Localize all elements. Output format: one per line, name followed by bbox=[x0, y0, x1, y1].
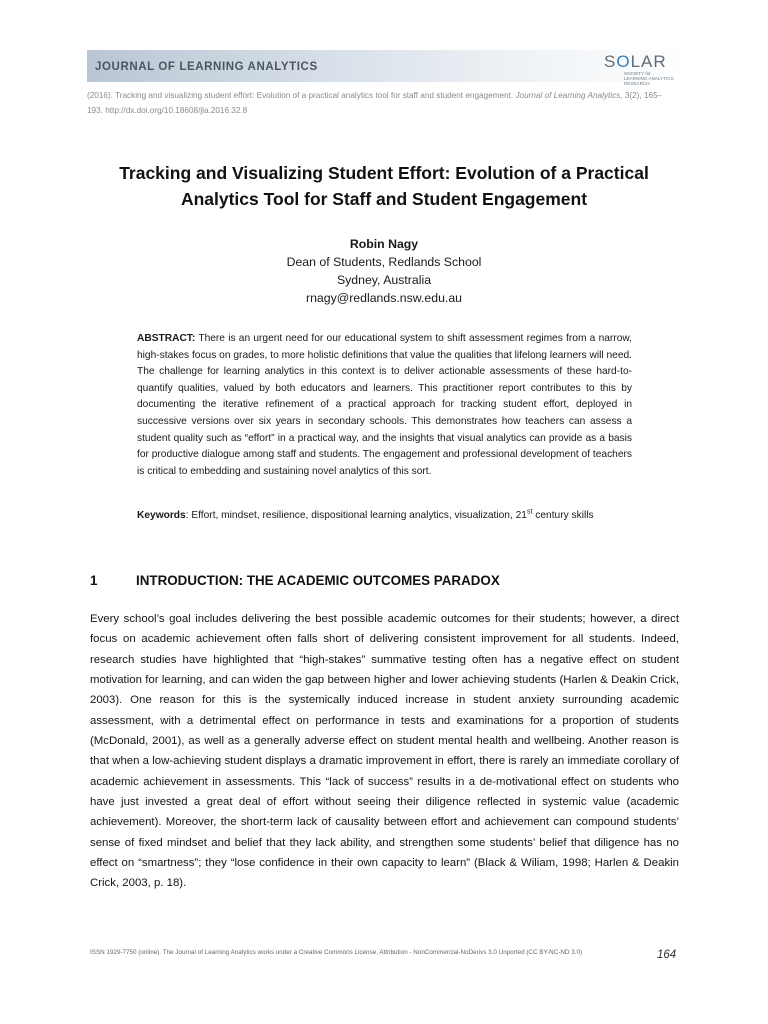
footer-license: ISSN 1929-7750 (online). The Journal of Learning Analytics works under a Creative Commons License, Attribution - NonCommercial-NoDerivs 3.0 Unported (CC BY-NC-ND 3.0) bbox=[90, 949, 583, 956]
citation bbox=[87, 88, 667, 118]
solar-logo-subtitle: SOCIETY for LEARNING ANALYTICS RESEARCH bbox=[624, 71, 674, 86]
keywords-label: Keywords bbox=[137, 510, 186, 521]
author-affiliation: Dean of Students, Redlands School bbox=[286, 255, 482, 269]
section-number: 1 bbox=[90, 573, 98, 588]
citation-lead: (2016). Tracking and visualizing student effort: Evolution of a practical analytics tool for staff and student engagement. bbox=[87, 91, 516, 100]
keywords-text: : Effort, mindset, resilience, dispositional learning analytics, visualization, 21 bbox=[185, 510, 527, 521]
page-number: 164 bbox=[657, 949, 677, 961]
keywords-superscript: st bbox=[526, 508, 533, 516]
citation-journal: Journal of Learning Analytics bbox=[515, 91, 621, 100]
author-name: Robin Nagy bbox=[349, 237, 419, 251]
journal-title: JOURNAL OF LEARNING ANALYTICS bbox=[95, 61, 318, 73]
keywords bbox=[137, 508, 632, 525]
section-body-paragraph: Every school’s goal includes delivering the best possible academic outcomes for their students; however, a direct focus on academic achievement often falls short of delivering consistent improvement for all students. Indeed, research studies have highlighted that “high-stakes” summative testing often has a negative effect on student motivation for learning, and can widen the gap between higher and lower achieving students (Harlen & Deakin Crick, 2003). One reason for this is the systemically induced increase in student anxiety surrounding academic assessment, with a detrimental effect on performance in tests and examinations for a proportion of students (McDonald, 2001), as well as a generally adverse effect on student mental health and wellbeing. Another reason is that when a low-achieving student displays a dramatic improvement in effort, there is rarely an immediate corollary of academic achievement in assessments. This “lack of success” results in a de-motivational effect on students who have just invested a great deal of effort without seeing their diligence reflected in systemic value (academic achievement). Moreover, the short-term lack of causality between effort and achievement can compound students’ sense of fixed mindset and belief that they lack ability, and strengthen some students’ belief that diligence has no effect on “smartness”; they “lose confidence in their own capacity to learn” (Black & Wiliam, 1998; Harlen & Deakin Crick, 2003, p. 18). bbox=[90, 613, 679, 890]
citation-tail: , 3(2), 165–193. http://dx.doi.org/10.18608/jla.2016.32.8 bbox=[87, 91, 663, 115]
abstract-label: ABSTRACT: bbox=[137, 333, 196, 344]
solar-logo-wordmark bbox=[604, 52, 667, 72]
solar-logo bbox=[604, 52, 674, 88]
keywords-tail: century skills bbox=[532, 510, 594, 521]
author-location: Sydney, Australia bbox=[336, 273, 432, 287]
abstract-text: There is an urgent need for our educational system to shift assessment regimes from a narrow, high-stakes focus on grades, to more holistic definitions that value the qualities that lifelong learners will need. The challenge for learning analytics in this context is to deliver actionable assessments of these hard-to-quantify qualities, valued by both educators and learners. This practitioner report contributes to this by documenting the iterative refinement of a practical approach for tracking student effort, deployed in successive versions over six years in secondary schools. This demonstrates how teachers can assess a student quality such as “effort” in a practical way, and the insights that visual analytics can provide as a basis for productive dialogue among staff and students. The engagement and professional development of teachers is critical to embedding and sustaining novel analytics of this sort. bbox=[137, 333, 632, 477]
author-block bbox=[88, 235, 680, 307]
solar-logo-letter-s: S bbox=[604, 52, 617, 71]
section-heading bbox=[90, 573, 500, 588]
abstract bbox=[137, 331, 632, 480]
paper-title: Tracking and Visualizing Student Effort: Evolution of a Practical Analytics Tool for Staff and Student Engagement bbox=[119, 163, 649, 209]
section-title: INTRODUCTION: THE ACADEMIC OUTCOMES PARADOX bbox=[136, 573, 500, 588]
solar-logo-letters-lar: LAR bbox=[630, 52, 667, 71]
author-email: rnagy@redlands.nsw.edu.au bbox=[305, 291, 463, 305]
solar-logo-letter-o: O bbox=[616, 52, 631, 71]
